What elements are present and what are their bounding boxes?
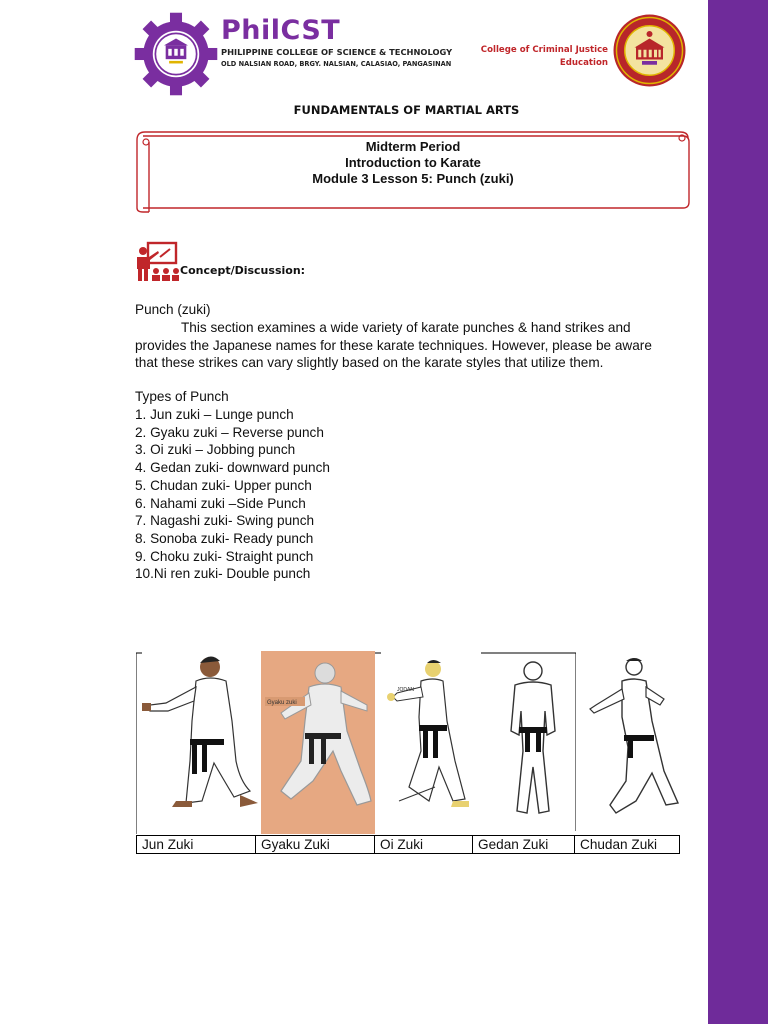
gedan-zuki-figure — [481, 651, 576, 834]
college-seal-logo — [612, 13, 687, 88]
banner-line-3: Module 3 Lesson 5: Punch (zuki) — [312, 171, 514, 186]
jun-zuki-figure — [136, 651, 261, 834]
punch-types-list — [135, 406, 330, 583]
list-item: 6. Nahami zuki –Side Punch — [135, 495, 306, 511]
list-item: 5. Chudan zuki- Upper punch — [135, 477, 312, 493]
banner-line-1: Midterm Period — [365, 139, 461, 154]
concept-discussion-label: Concept/Discussion: — [180, 264, 306, 277]
caption-gedan-zuki: Gedan Zuki — [473, 836, 575, 853]
list-item: 4. Gedan zuki- downward punch — [135, 460, 330, 476]
list-item: 1. Jun zuki – Lunge punch — [135, 407, 294, 422]
brand-name: PhilCST — [221, 15, 341, 46]
oi-zuki-figure — [375, 651, 481, 834]
philcst-gear-logo — [133, 11, 219, 97]
teacher-board-icon — [134, 241, 180, 283]
chudan-zuki-figure — [576, 651, 679, 834]
list-item: 9. Choku zuki- Straight punch — [135, 548, 314, 564]
caption-oi-zuki: Oi Zuki — [375, 836, 473, 853]
school-address: OLD NALSIAN ROAD, BRGY. NALSIAN, CALASIAO, PANGASINAN — [221, 60, 452, 68]
college-line-1: College of Criminal Justice — [480, 45, 608, 55]
list-item: 7. Nagashi zuki- Swing punch — [135, 513, 315, 529]
list-item: 3. Oi zuki – Jobbing punch — [135, 442, 296, 458]
banner-line-2: Introduction to Karate — [345, 155, 481, 170]
side-accent-bar — [708, 0, 768, 1024]
caption-jun-zuki: Jun Zuki — [137, 836, 256, 853]
subject-title: FUNDAMENTALS OF MARTIAL ARTS — [293, 103, 520, 117]
punch-heading: Punch (zuki) — [135, 302, 211, 317]
list-item: 2. Gyaku zuki – Reverse punch — [135, 424, 324, 440]
gyaku-figure-tag: Gyaku zuki — [267, 700, 297, 706]
college-line-2: Education — [559, 58, 608, 68]
figure-captions — [136, 835, 680, 854]
module-banner-text — [135, 139, 691, 187]
list-item: 10.Ni ren zuki- Double punch — [135, 566, 311, 582]
karate-figures-row — [136, 651, 679, 834]
types-heading: Types of Punch — [135, 389, 229, 404]
intro-paragraph: This section examines a wide variety of karate punches & hand strikes and provides the Japanese names for these karate techniques. However, please be aware that these strikes can vary slightly based on the karate styles that utilize them. — [135, 320, 652, 371]
gyaku-zuki-figure — [261, 651, 375, 834]
college-name — [480, 44, 608, 70]
school-name: PHILIPPINE COLLEGE OF SCIENCE & TECHNOLOGY — [221, 47, 453, 57]
caption-chudan-zuki: Chudan Zuki — [580, 837, 658, 852]
caption-gyaku-zuki: Gyaku Zuki — [256, 836, 375, 853]
oi-figure-tag: JODAN — [397, 687, 414, 693]
list-item: 8. Sonoba zuki- Ready punch — [135, 530, 314, 546]
